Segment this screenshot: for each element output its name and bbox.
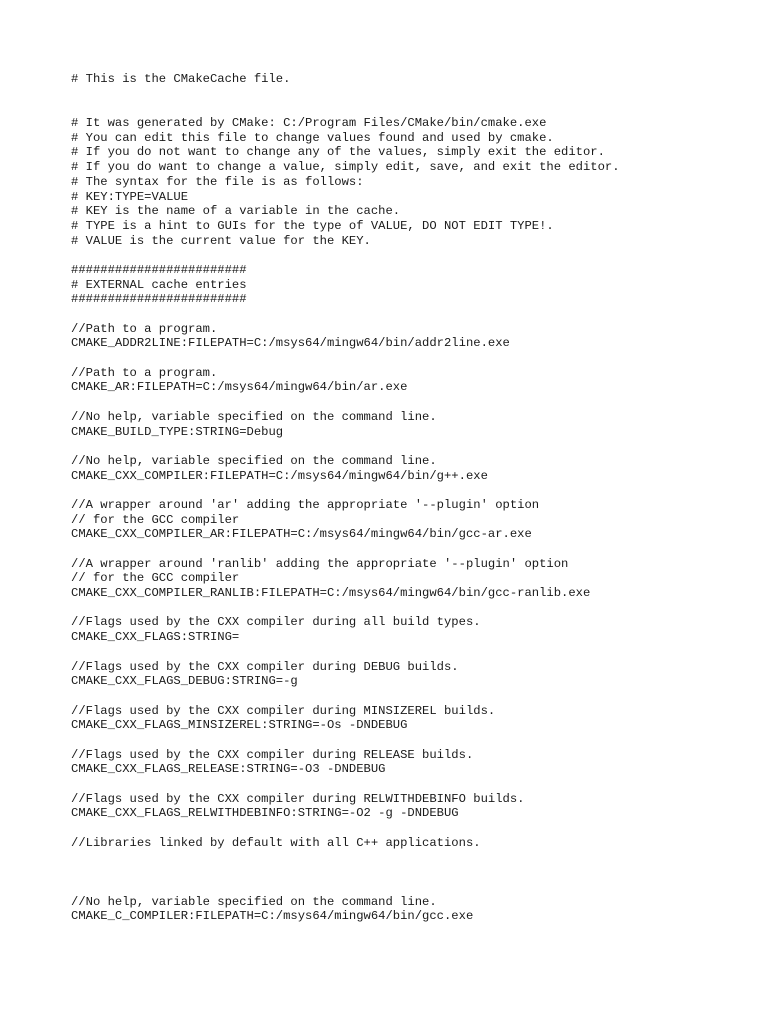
comment-line: # KEY:TYPE=VALUE (71, 189, 189, 204)
entry-comment: //No help, variable specified on the command line. (71, 894, 437, 909)
entry-comment: //Path to a program. (71, 365, 218, 380)
comment-line: # This is the CMakeCache file. (71, 72, 291, 86)
entry-comment: //Flags used by the CXX compiler during RELWITHDEBINFO builds. (71, 791, 525, 806)
entry-comment: //Flags used by the CXX compiler during DEBUG builds. (71, 659, 459, 674)
comment-line: # VALUE is the current value for the KEY. (71, 233, 371, 248)
entry-comment: //Flags used by the CXX compiler during RELEASE builds. (71, 747, 474, 762)
cache-entry: CMAKE_AR:FILEPATH=C:/msys64/mingw64/bin/ar.exe (71, 380, 408, 395)
blank-line (71, 248, 761, 263)
cache-entry: CMAKE_CXX_COMPILER_AR:FILEPATH=C:/msys64/mingw64/bin/gcc-ar.exe (71, 527, 532, 542)
entry-comment: //Flags used by the CXX compiler during all build types. (71, 615, 481, 630)
cmakecache-document (71, 72, 761, 924)
blank-line (71, 880, 761, 895)
entry-comment: //Path to a program. (71, 321, 218, 336)
blank-line (71, 395, 761, 410)
comment-line: # It was generated by CMake: C:/Program Files/CMake/bin/cmake.exe (71, 116, 547, 131)
cache-entry: CMAKE_CXX_FLAGS_RELEASE:STRING=-O3 -DNDEBUG (71, 762, 386, 777)
cache-entry: CMAKE_CXX_FLAGS_RELWITHDEBINFO:STRING=-O2 -g -DNDEBUG (71, 806, 459, 821)
entry-comment: //A wrapper around 'ranlib' adding the appropriate '--plugin' option (71, 556, 569, 571)
comment-line: # KEY is the name of a variable in the cache. (71, 204, 401, 219)
blank-line (71, 777, 761, 792)
cache-entry: CMAKE_ADDR2LINE:FILEPATH=C:/msys64/mingw64/bin/addr2line.exe (71, 336, 510, 351)
comment-line: # You can edit this file to change values found and used by cmake. (71, 130, 554, 145)
cache-entry-part (71, 850, 761, 865)
entry-comment: //No help, variable specified on the command line. (71, 409, 437, 424)
cache-entry: CMAKE_CXX_COMPILER:FILEPATH=C:/msys64/mingw64/bin/g++.exe (71, 468, 488, 483)
cache-entry: CMAKE_CXX_FLAGS_DEBUG:STRING=-g (71, 674, 298, 689)
comment-line: # If you do want to change a value, simply edit, save, and exit the editor. (71, 160, 620, 175)
comment-line: # The syntax for the file is as follows: (71, 174, 364, 189)
blank-line (71, 689, 761, 704)
blank-line (71, 483, 761, 498)
entry-comment: // for the GCC compiler (71, 571, 240, 586)
blank-line (71, 542, 761, 557)
comment-line: # If you do not want to change any of the values, simply exit the editor. (71, 145, 605, 160)
cache-entry: CMAKE_BUILD_TYPE:STRING=Debug (71, 424, 284, 439)
cache-entry: CMAKE_CXX_COMPILER_RANLIB:FILEPATH=C:/msys64/mingw64/bin/gcc-ranlib.exe (71, 586, 591, 601)
entry-comment: //Libraries linked by default with all C++ applications. (71, 835, 481, 850)
cache-entry: CMAKE_C_COMPILER:FILEPATH=C:/msys64/mingw64/bin/gcc.exe (71, 909, 474, 924)
section-divider: ######################## (71, 292, 247, 307)
build-directory-line (71, 101, 761, 116)
blank-line (71, 351, 761, 366)
blank-line (71, 645, 761, 660)
blank-line (71, 307, 761, 322)
comment-line: # TYPE is a hint to GUIs for the type of VALUE, DO NOT EDIT TYPE!. (71, 218, 554, 233)
blank-line (71, 821, 761, 836)
cache-entry-part (71, 865, 761, 880)
cache-entry: CMAKE_CXX_FLAGS_MINSIZEREL:STRING=-Os -DNDEBUG (71, 718, 408, 733)
entry-comment: //A wrapper around 'ar' adding the appropriate '--plugin' option (71, 497, 540, 512)
blank-line (71, 439, 761, 454)
entry-comment: //No help, variable specified on the command line. (71, 453, 437, 468)
entry-comment: // for the GCC compiler (71, 512, 240, 527)
section-heading: # EXTERNAL cache entries (71, 277, 247, 292)
section-divider: ######################## (71, 262, 247, 277)
blank-line (71, 733, 761, 748)
comment-line (71, 87, 761, 102)
blank-line (71, 601, 761, 616)
cache-entry: CMAKE_CXX_FLAGS:STRING= (71, 630, 240, 645)
entry-comment: //Flags used by the CXX compiler during MINSIZEREL builds. (71, 703, 496, 718)
